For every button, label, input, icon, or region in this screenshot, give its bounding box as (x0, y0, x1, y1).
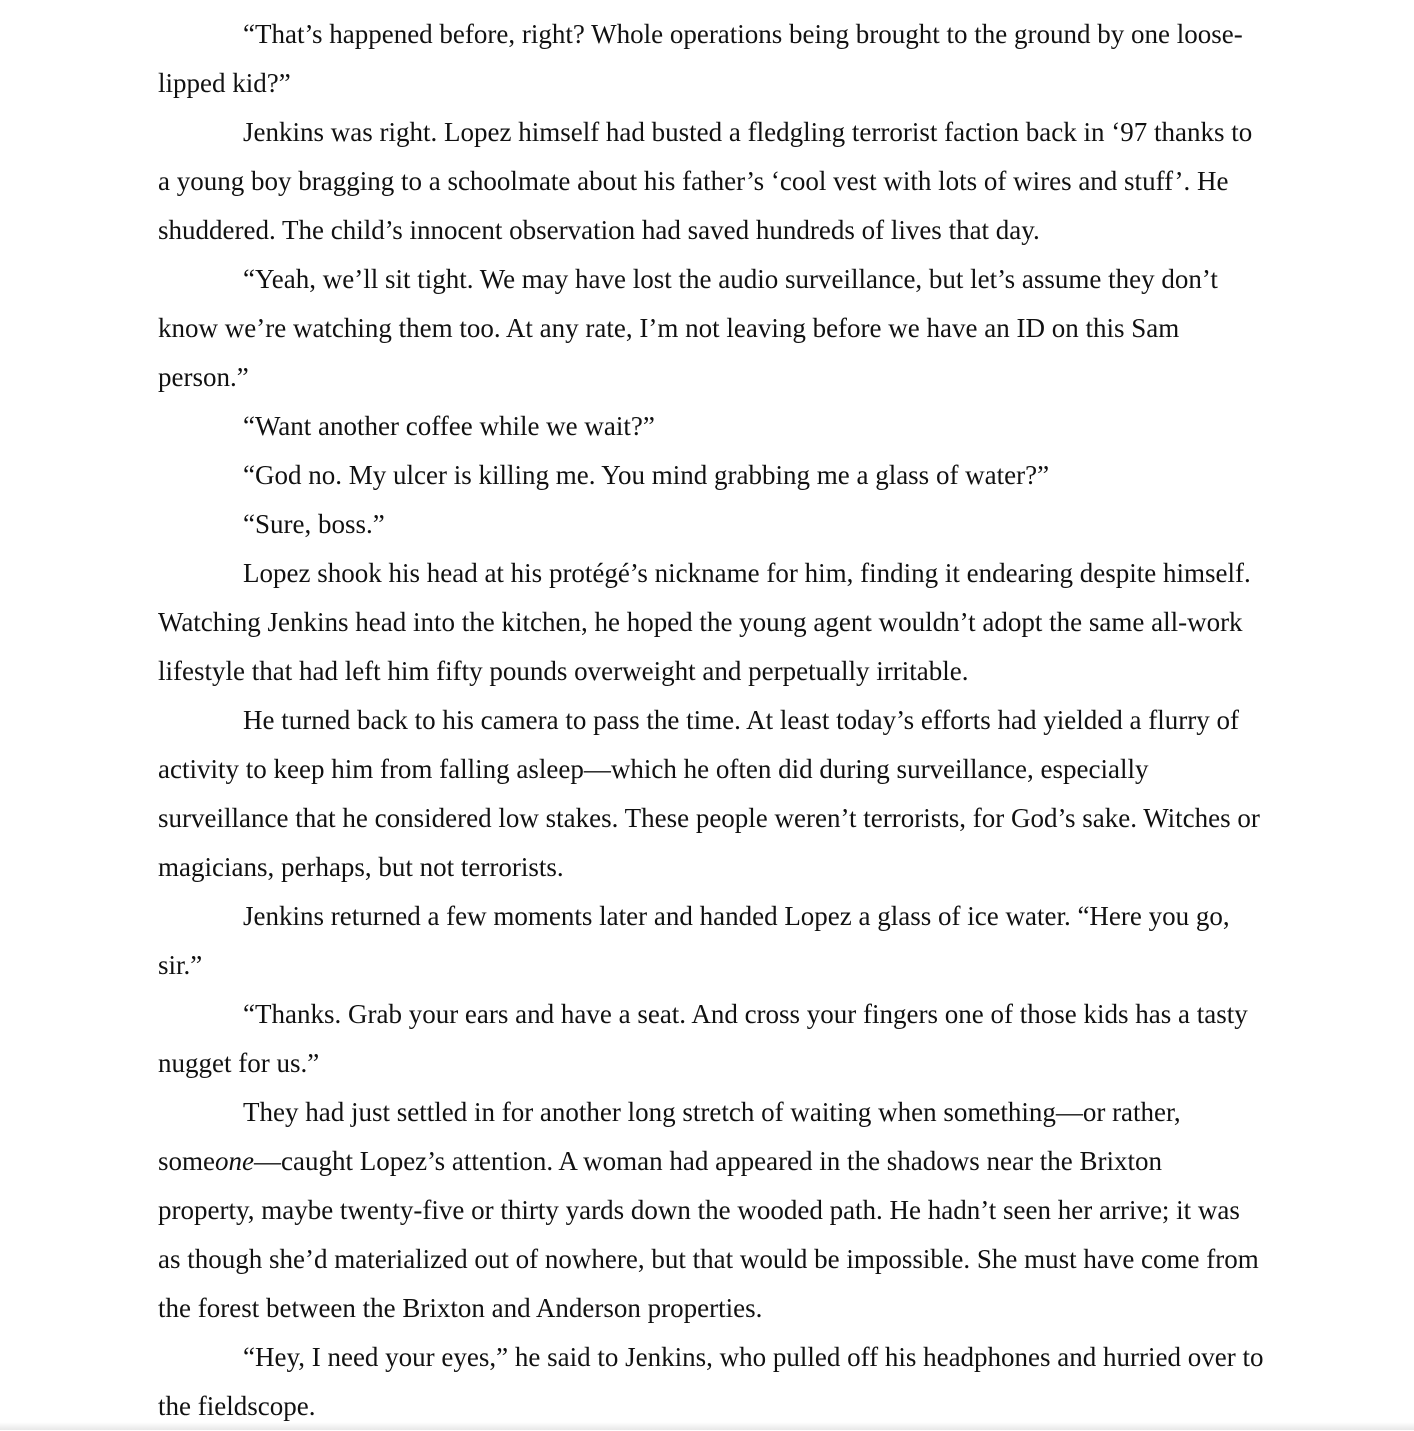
paragraph: “That’s happened before, right? Whole operations being brought to the ground by one loose-lipped kid?” (158, 19, 1243, 98)
page-bottom-edge (0, 1422, 1414, 1430)
paragraph: “Thanks. Grab your ears and have a seat. And cross your fingers one of those kids has a tasty nugget for us.” (158, 999, 1248, 1078)
paragraph: “Want another coffee while we wait?” (243, 411, 655, 441)
paragraph: Jenkins was right. Lopez himself had busted a fledgling terrorist faction back in ‘97 thanks to a young boy bragging to a schoolmate about his father’s ‘cool vest with lots of wires and stuff’. He shuddered. The child’s innocent observation had saved hundreds of lives that day. (158, 117, 1253, 245)
paragraph-text-before: They had just settled in for another long stretch of waiting when something—or rather, some (158, 1097, 1181, 1176)
paragraph-text-after: —caught Lopez’s attention. A woman had appeared in the shadows near the Brixton property, maybe twenty-five or thirty yards down the wooded path. He hadn’t seen her arrive; it was as though she’d materialized out of nowhere, but that would be impossible. She must have come from the forest between the Brixton and Anderson properties. (158, 1146, 1259, 1323)
paragraph: He turned back to his camera to pass the time. At least today’s efforts had yielded a flurry of activity to keep him from falling asleep—which he often did during surveillance, especially surveillance that he considered low stakes. These people weren’t terrorists, for God’s sake. Witches or magicians, perhaps, but not terrorists. (158, 705, 1260, 882)
italic-emphasis: one (215, 1146, 254, 1176)
paragraph: “Yeah, we’ll sit tight. We may have lost the audio surveillance, but let’s assume they don’t know we’re watching them too. At any rate, I’m not leaving before we have an ID on this Sam person.” (158, 264, 1218, 392)
paragraph: Lopez shook his head at his protégé’s nickname for him, finding it endearing despite himself. Watching Jenkins head into the kitchen, he hoped the young agent wouldn’t adopt the same all-work lifestyle that had left him fifty pounds overweight and perpetually irritable. (158, 558, 1251, 686)
paragraph: “Hey, I need your eyes,” he said to Jenkins, who pulled off his headphones and hurried over to the fieldscope. (158, 1342, 1264, 1421)
paragraph: “Sure, boss.” (243, 509, 385, 539)
manuscript-page (158, 10, 1264, 1431)
paragraph-with-italic (158, 1088, 1264, 1333)
paragraph: Jenkins returned a few moments later and handed Lopez a glass of ice water. “Here you go, sir.” (158, 901, 1230, 980)
paragraph: “God no. My ulcer is killing me. You mind grabbing me a glass of water?” (243, 460, 1050, 490)
